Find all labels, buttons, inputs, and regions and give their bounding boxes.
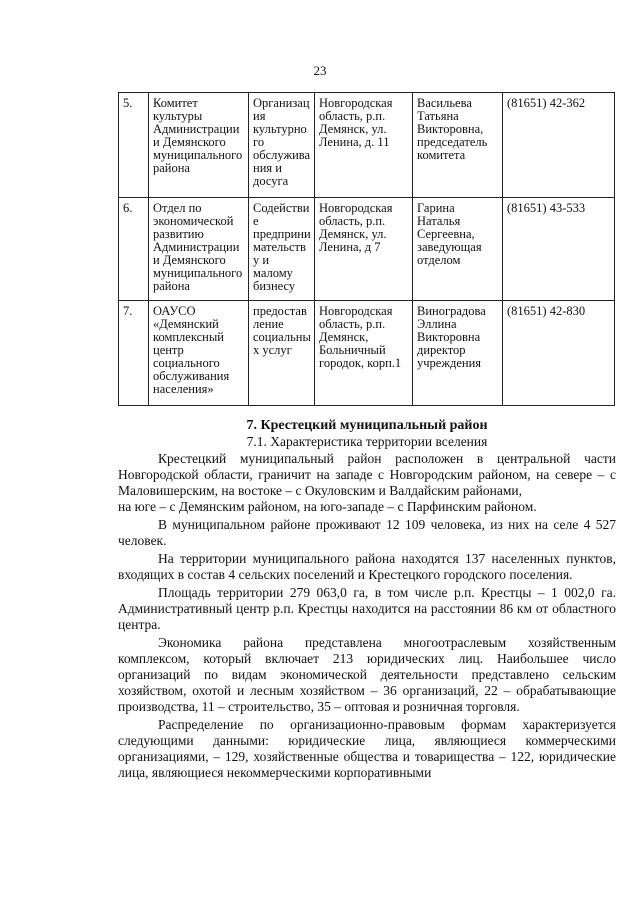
row-number: 5. [119, 93, 149, 198]
organization-head: Гарина Наталья Сергеевна, заведующая отделом [413, 198, 503, 301]
organization-name: ОАУСО «Демянский комплексный центр социального обслуживания населения» [149, 301, 249, 406]
organization-head: Васильева Татьяна Викторовна, председатель комитета [413, 93, 503, 198]
section-body [118, 451, 616, 781]
paragraph-economy: Экономика района представлена многоотраслевым хозяйственным комплексом, который включает 213 юридических лиц. Наибольшее число организаций по видам экономической деятельности представлено сельским хозяйством, охотой и лесным хозяйством – 36 организаций, 22 – обрабатывающие производства, 11 – строительство, 35 – оптовая и розничная торговля. [118, 635, 616, 714]
paragraph-location: Крестецкий муниципальный район расположен в центральной части Новгородской области, граничит на западе с Новгородским районом, на севере – с Маловишерским, на востоке – с Окуловским и Валдайским районами, [118, 451, 616, 498]
organization-activity: предоставление социальных услуг [249, 301, 315, 406]
organization-phone: (81651) 42-362 [503, 93, 615, 198]
organizations-table [118, 92, 615, 406]
organization-head: Виноградова Эллина Викторовна директор учреждения [413, 301, 503, 406]
paragraph-population: В муниципальном районе проживают 12 109 человека, из них на селе 4 527 человек. [118, 517, 616, 548]
paragraph-area: Площадь территории 279 063,0 га, в том числе р.п. Крестцы – 1 002,0 га. Административный центр р.п. Крестцы находится на расстоянии 86 км от областного центра. [118, 585, 616, 632]
paragraph-settlements: На территории муниципального района находятся 137 населенных пунктов, входящих в состав 4 сельских поселений и Крестецкого городского поселения. [118, 551, 616, 582]
paragraph-legal-forms: Распределение по организационно-правовым формам характеризуется следующими данными: юридические лица, являющиеся коммерческими организациями, – 129, хозяйственные общества и товарищества – 122, юридические лица, являющиеся некоммерческими корпоративными [118, 717, 616, 780]
page-number: 23 [313, 63, 327, 78]
section-heading: 7. Крестецкий муниципальный район [246, 418, 488, 433]
organization-address: Новгородская область, р.п. Демянск, ул. Ленина, д. 11 [315, 93, 413, 198]
organization-activity: Содействие предпринимательству и малому бизнесу [249, 198, 315, 301]
row-number: 7. [119, 301, 149, 406]
organization-name: Комитет культуры Администрации и Демянского муниципального района [149, 93, 249, 198]
row-number: 6. [119, 198, 149, 301]
organization-name: Отдел по экономической развитию Администрации и Демянского муниципального района [149, 198, 249, 301]
section-subheading: 7.1. Характеристика территории вселения [246, 434, 488, 449]
table-row [119, 93, 615, 198]
organization-phone: (81651) 43-533 [503, 198, 615, 301]
paragraph-location-cont: на юге – с Демянским районом, на юго-западе – с Парфинским районом. [118, 499, 537, 514]
organization-address: Новгородская область, р.п. Демянск, ул. Ленина, д 7 [315, 198, 413, 301]
organization-phone: (81651) 42-830 [503, 301, 615, 406]
organization-activity: Организация культурного обслуживания и досуга [249, 93, 315, 198]
table-row [119, 198, 615, 301]
organization-address: Новгородская область, р.п. Демянск, Больничный городок, корп.1 [315, 301, 413, 406]
table-row [119, 301, 615, 406]
